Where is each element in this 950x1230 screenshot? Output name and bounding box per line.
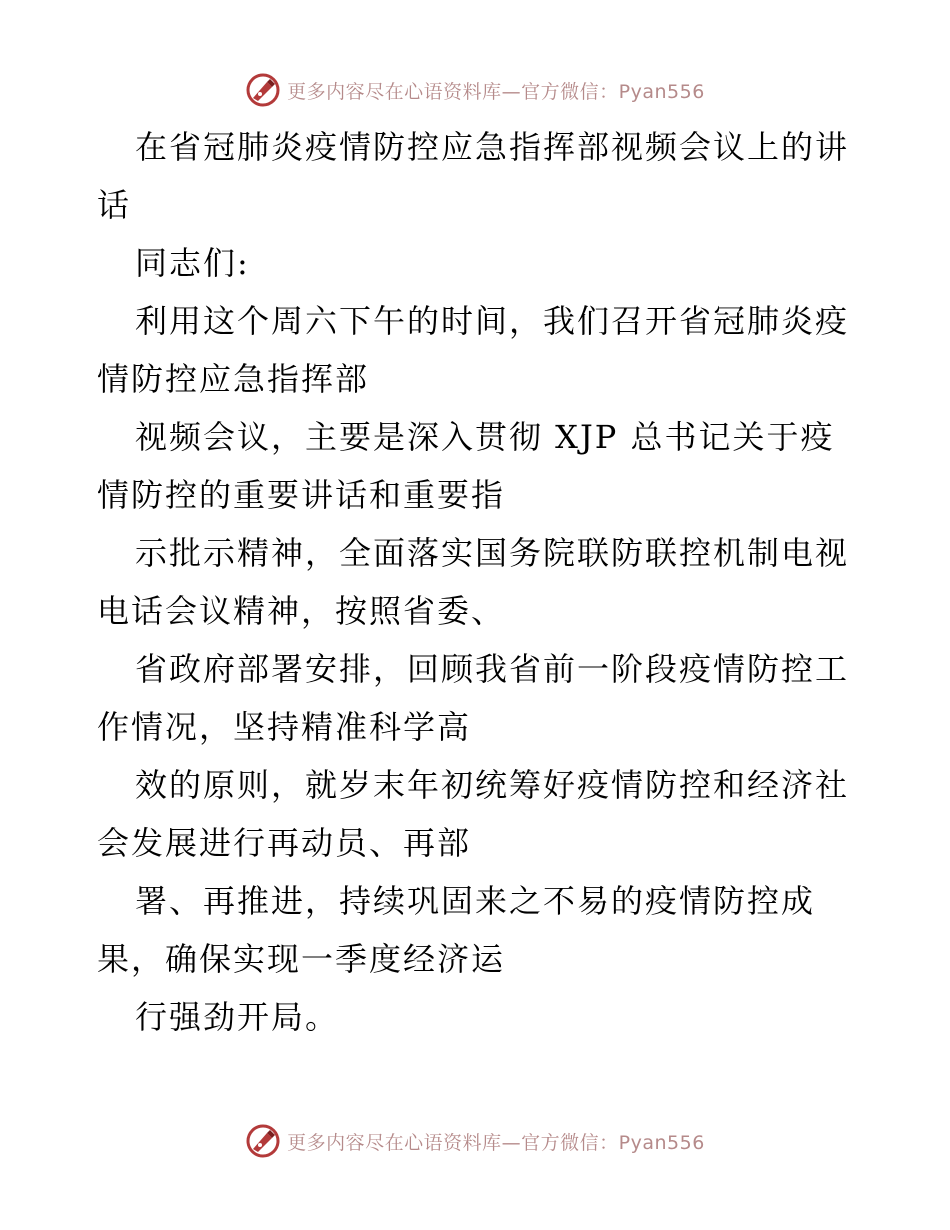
text-line: 视频会议，主要是深入贯彻 XJP 总书记关于疫	[135, 418, 835, 456]
text-line: 省政府部署安排，回顾我省前一阶段疫情防控工	[135, 650, 850, 688]
text-line: 会发展进行再动员、再部	[97, 824, 472, 862]
text-line: 同志们:	[135, 244, 250, 282]
text-line: 行强劲开局。	[135, 998, 340, 1036]
footer-watermark	[0, 1121, 950, 1161]
watermark-text: 更多内容尽在心语资料库—官方微信：Pyan556	[287, 80, 705, 103]
text-line: 在省冠肺炎疫情防控应急指挥部视频会议上的讲	[135, 128, 850, 166]
text-line: 电话会议精神，按照省委、	[97, 592, 506, 630]
pen-nib-logo-icon	[245, 72, 281, 108]
pen-nib-logo-icon	[245, 1123, 281, 1159]
watermark-text: 更多内容尽在心语资料库—官方微信：Pyan556	[287, 1131, 705, 1154]
text-line: 效的原则，就岁末年初统筹好疫情防控和经济社	[135, 766, 850, 804]
header-watermark	[0, 70, 950, 110]
text-line: 话	[97, 186, 132, 224]
text-line: 果，确保实现一季度经济运	[97, 940, 506, 978]
text-line: 利用这个周六下午的时间，我们召开省冠肺炎疫	[135, 302, 850, 340]
text-line: 情防控的重要讲话和重要指	[97, 476, 506, 514]
text-line: 署、再推进，持续巩固来之不易的疫情防控成	[135, 882, 816, 920]
text-line: 作情况，坚持精准科学高	[97, 708, 472, 746]
text-line: 情防控应急指挥部	[97, 360, 370, 398]
text-line: 示批示精神，全面落实国务院联防联控机制电视	[135, 534, 850, 572]
